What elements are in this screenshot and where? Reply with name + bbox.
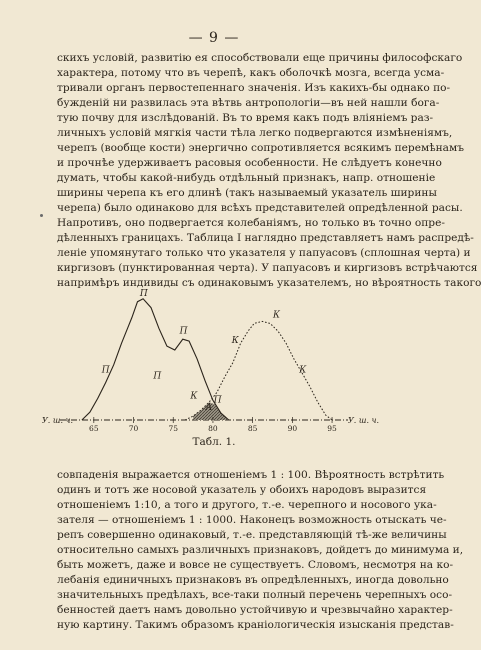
index-distribution-chart (40, 276, 481, 433)
table-caption: Табл. 1. (192, 436, 236, 448)
text-line: бенностей даетъ намъ довольно устойчивую и чрезвычайно характер- (57, 604, 453, 616)
text-line: значительныхъ предѣлахъ, все-таки полный перечень черепныхъ осо- (57, 589, 453, 601)
page-number: — 9 — (188, 30, 240, 46)
text-line: киргизовъ (пунктированная черта). У папуасовъ и киргизовъ встрѣчаются (57, 262, 478, 274)
curve-label: П (101, 365, 110, 376)
paragraph-1 (57, 51, 481, 291)
text-line: относительно самыхъ различныхъ признаковъ, дойдетъ до минимума и, (57, 544, 464, 556)
text-line: и прочнѣе удерживаетъ расовыя особенности. Не слѣдуетъ конечно (57, 157, 442, 169)
axis-label-left: У. ш. ч. (42, 416, 74, 425)
paragraph-2 (57, 468, 464, 633)
text-line: отношеніемъ 1:10, а того и другого, т.-е. черепного и носового ука- (57, 499, 437, 511)
series-line-papuans (82, 299, 229, 420)
x-tick-label: 80 (208, 424, 218, 433)
text-line: Напротивъ, оно подвергается колебаніямъ, но только въ точно опре- (57, 217, 445, 229)
x-tick-label: 70 (128, 424, 139, 433)
text-line: характера, потому что въ черепѣ, какъ оболочкѣ мозга, всегда усма- (57, 67, 445, 79)
curve-label: К (190, 391, 198, 402)
x-tick-label: 85 (247, 424, 258, 433)
x-tick-label: 90 (287, 424, 298, 433)
x-tick-label: 95 (327, 424, 337, 433)
curve-label: П (179, 326, 188, 337)
curve-label: К (299, 365, 307, 376)
curve-label: П (153, 371, 162, 382)
text-line: тривали органъ первостепеннаго значенія. Изъ какихъ-бы однако по- (57, 82, 451, 94)
x-tick-label: 75 (168, 424, 179, 433)
text-line: репъ совершенно одинаковый, т.-е. представляющій тѣ-же величины (57, 529, 447, 541)
text-line: личныхъ условій мягкія части тѣла легко подвергаются измѣненіямъ, (57, 127, 453, 139)
text-line: ширины черепа къ его длинѣ (такъ называемый указатель ширины (57, 187, 437, 199)
text-line: скихъ условій, развитію ея способствовали еще причины философскаго (57, 52, 463, 64)
curve-label: П (139, 288, 148, 299)
text-line: одинъ и тотъ же носовой указатель у обоихъ народовъ выразится (57, 484, 427, 496)
curve-label: К (272, 310, 280, 321)
text-line: зателя — отношеніемъ 1 : 1000. Наконецъ возможность отыскать че- (57, 514, 447, 526)
text-line: напримѣръ индивиды съ одинаковымъ указателемъ, но вѣроятность такого (57, 277, 481, 289)
text-line: дѣленныхъ границахъ. Таблица I наглядно представляетъ намъ распредѣ- (57, 232, 474, 244)
text-line: леніе упомянутаго только что указателя у папуасовъ (сплошная черта) и (57, 247, 471, 259)
curve-label: А (205, 403, 213, 414)
margin-dot (40, 214, 43, 217)
text-line: черепа) было одинаково для всѣхъ представителей опредѣленной расы. (57, 202, 463, 214)
text-line: тую почву для изслѣдованій. Въ то время какъ подъ вліяніемъ раз- (57, 112, 434, 124)
curve-label: К (231, 336, 239, 347)
text-line: совпаденія выражается отношеніемъ 1 : 100. Вѣроятность встрѣтить (57, 469, 445, 481)
text-line: ную картину. Такимъ образомъ краніологическія изысканія представ- (57, 619, 454, 631)
text-line: думать, чтобы какой-нибудь отдѣльный признакъ, напр. отношеніе (57, 172, 436, 184)
x-tick-label: 65 (89, 424, 99, 433)
text-line: быть можетъ, даже и вовсе не существуетъ. Словомъ, несмотря на ко- (57, 559, 454, 571)
axis-label-right: У. ш. ч. (348, 416, 380, 425)
text-line: бужденій ни развилась эта вѣтвь антропологіи—въ ней нашли бога- (57, 97, 440, 109)
text-line: черепъ (вообще кости) энергично сопротивляется всякимъ перемѣнамъ (57, 142, 464, 154)
text-line: лебанія единичныхъ признаковъ въ опредѣленныхъ, иногда довольно (57, 574, 449, 586)
curve-label: П (213, 395, 222, 406)
